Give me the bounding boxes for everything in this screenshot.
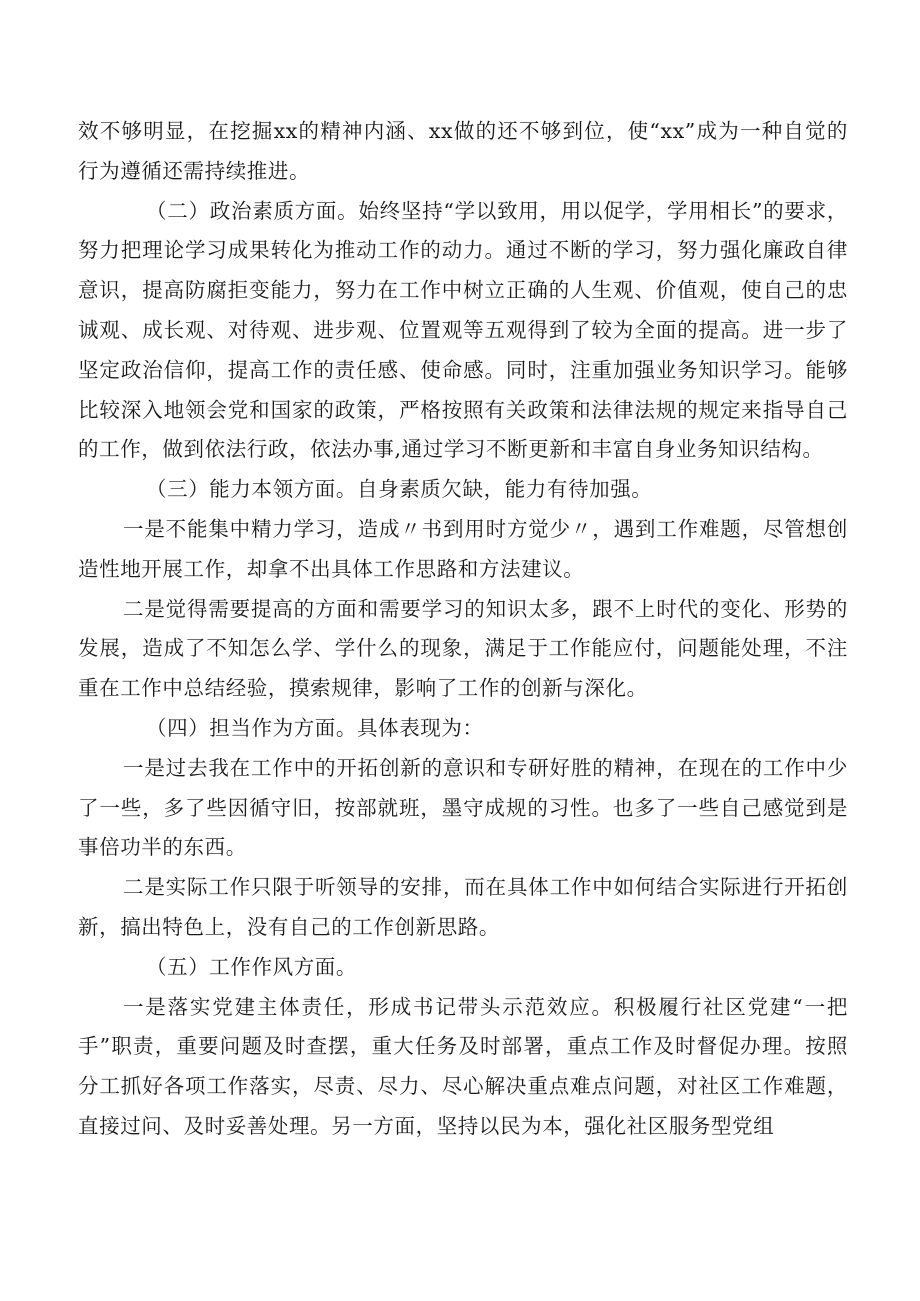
paragraph-work-style-point-1: 一是落实党建主体责任，形成书记带头示范效应。积极履行社区党建“一把手”职责，重要问题及时查摆，重大任务及时部署，重点工作及时督促办理。按照分工抓好各项工作落实，尽责、尽力、尽心解决重点难点问题，对社区工作难题，直接过问、及时妥善处理。另一方面，坚持以民为本，强化社区服务型党组	[78, 994, 848, 1138]
paragraph-responsibility-heading: （四）担当作为方面。具体表现为：	[146, 715, 484, 740]
paragraph-ability-point-2: 二是觉得需要提高的方面和需要学习的知识太多，跟不上时代的变化、形势的发展，造成了不知怎么学、学什么的现象，满足于工作能应付，问题能处理，不注重在工作中总结经验，摸索规律，影响了工作的创新与深化。	[78, 596, 848, 701]
paragraph-ability-heading: （三）能力本领方面。自身素质欠缺，能力有待加强。	[146, 477, 653, 502]
document-body	[78, 112, 848, 1147]
paragraph-work-style-heading: （五）工作作风方面。	[146, 954, 357, 979]
paragraph-responsibility-point-2: 二是实际工作只限于听领导的安排，而在具体工作中如何结合实际进行开拓创新，搞出特色上，没有自己的工作创新思路。	[78, 875, 848, 939]
paragraph-ability-point-1: 一是不能集中精力学习，造成〃书到用时方觉少〃，遇到工作难题，尽管想创造性地开展工作，却拿不出具体工作思路和方法建议。	[78, 516, 848, 581]
paragraph-continuation: 效不够明显，在挖掘xx的精神内涵、xx做的还不够到位，使“xx”成为一种自觉的行为遵循还需持续推进。	[78, 119, 848, 183]
paragraph-political-quality: （二）政治素质方面。始终坚持“学以致用，用以促学，学用相长”的要求，努力把理论学习成果转化为推动工作的动力。通过不断的学习，努力强化廉政自律意识，提高防腐拒变能力，努力在工作中树立正确的人生观、价值观，使自己的忠诚观、成长观、对待观、进步观、位置观等五观得到了较为全面的提高。进一步了坚定政治信仰，提高工作的责任感、使命感。同时，注重加强业务知识学习。能够比较深入地领会党和国家的政策，严格按照有关政策和法律法规的规定来指导自己的工作，做到依法行政，依法办事,通过学习不断更新和丰富自身业务知识结构。	[78, 198, 848, 462]
paragraph-responsibility-point-1: 一是过去我在工作中的开拓创新的意识和专研好胜的精神，在现在的工作中少了一些，多了些因循守旧，按部就班，墨守成规的习性。也多了一些自己感觉到是事倍功半的东西。	[78, 755, 848, 860]
